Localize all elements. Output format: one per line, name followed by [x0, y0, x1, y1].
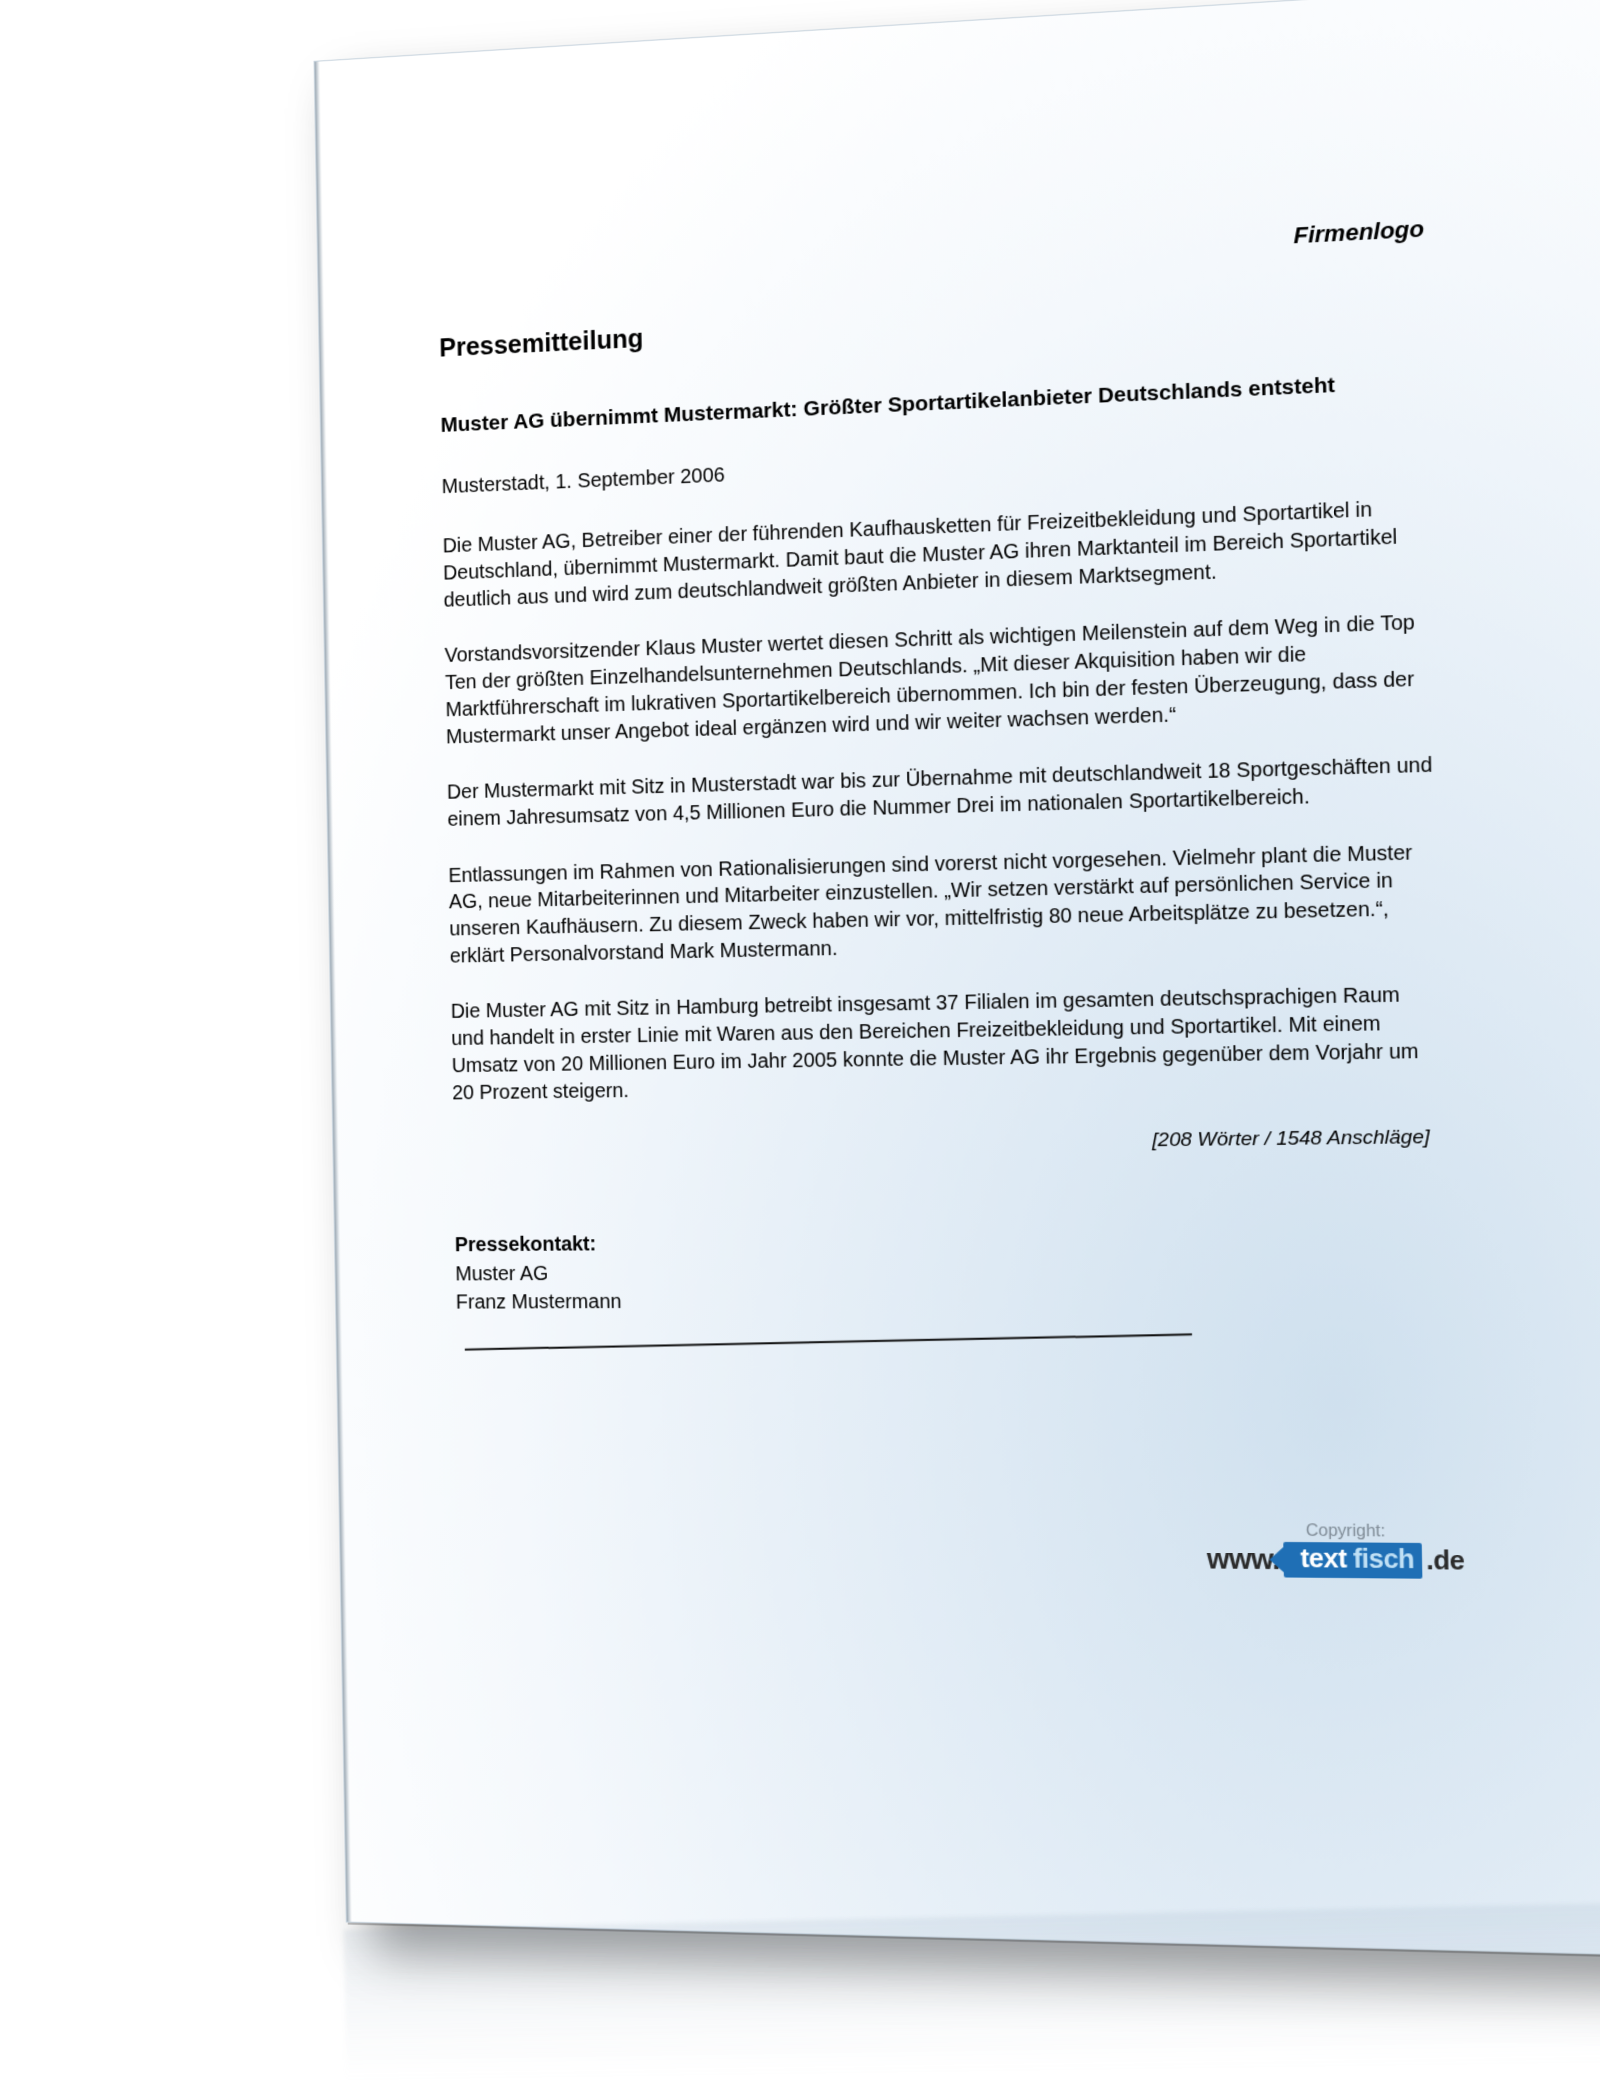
body-paragraph: Entlassungen im Rahmen von Rationalisierungen sind vorerst nicht vorgesehen. Vielmehr plant die Muster AG, neue Mitarbeiterinnen und Mitarbeiter einzustellen. „Wir setzen verstärkt auf persönlichen Service in unseren Kaufhäusern. Zu diesem Zweck haben wir vor, mittelfristig 80 neue Arbeitsplätze zu besetzen.“, erklärt Personalvorstand Mark Mustermann. [448, 841, 1413, 968]
dateline: Musterstadt, 1. September 2006 [441, 463, 725, 498]
body-paragraph: Die Muster AG, Betreiber einer der führenden Kaufhausketten für Freizeitbekleidung und Sportartikel in Deutschland, übernimmt Mustermarkt. Damit baut die Muster AG ihren Marktanteil im Bereich Sportartikel deutlich aus und wird zum deutschlandweit größten Anbieter in diesem Marktsegment. [442, 498, 1398, 612]
copyright-label: Copyright: [1305, 1522, 1386, 1541]
press-release-headline: Muster AG übernimmt Mustermarkt: Größter Sportartikelanbieter Deutschlands entsteht [440, 373, 1336, 438]
body-paragraph: Der Mustermarkt mit Sitz in Musterstadt war bis zur Übernahme mit deutschlandweit 18 Sportgeschäften und einem Jahresumsatz von 4,5 Millionen Euro die Nummer Drei im nationalen Sportartikelbereich. [446, 754, 1433, 831]
document-page [314, 0, 1600, 1956]
body-paragraph: Vorstandsvorsitzender Klaus Muster wertet diesen Schritt als wichtigen Meilenstein auf dem Weg in die Top Ten der größten Einzelhandelsunternehmen Deutschlands. „Mit dieser Akquisition haben wir die Marktführerschaft im lukrativen Sportartikelbereich übernommen. Ich bin der festen Überzeugung, dass der Mustermarkt unser Angebot ideal ergänzen wird und wir weiter wachsen werden.“ [444, 611, 1415, 749]
brand-tld: .de [1426, 1545, 1465, 1576]
fish-icon [1283, 1542, 1423, 1579]
brand-fisch: fisch [1352, 1544, 1415, 1575]
press-contact-label: Pressekontakt: [454, 1233, 597, 1257]
brand-text: text [1300, 1544, 1347, 1574]
footer-brand-logo [1206, 1522, 1535, 1580]
brand-wordmark [1207, 1541, 1535, 1579]
horizontal-divider [465, 1334, 1192, 1351]
page-title: Pressemitteilung [439, 324, 644, 363]
word-count-note: [208 Wörter / 1548 Anschläge] [1151, 1126, 1430, 1152]
brand-www: www. [1206, 1542, 1281, 1575]
press-contact-company: Muster AG [455, 1262, 549, 1286]
document-body [438, 213, 1445, 1344]
document-page-wrapper [314, 0, 1600, 1997]
company-logo-placeholder: Firmenlogo [1293, 215, 1425, 249]
page-reflection [344, 1903, 1600, 2080]
press-contact-person: Franz Mustermann [455, 1290, 622, 1314]
body-paragraph: Die Muster AG mit Sitz in Hamburg betreibt insgesamt 37 Filialen im gesamten deutschsprachigen Raum und handelt in erster Linie mit Waren aus den Bereichen Freizeitbekleidung und Sportartikel. Mit einem Umsatz von 20 Millionen Euro im Jahr 2005 konnte die Muster AG ihr Ergebnis gegenüber dem Vorjahr um 20 Prozent steigern. [450, 984, 1419, 1104]
